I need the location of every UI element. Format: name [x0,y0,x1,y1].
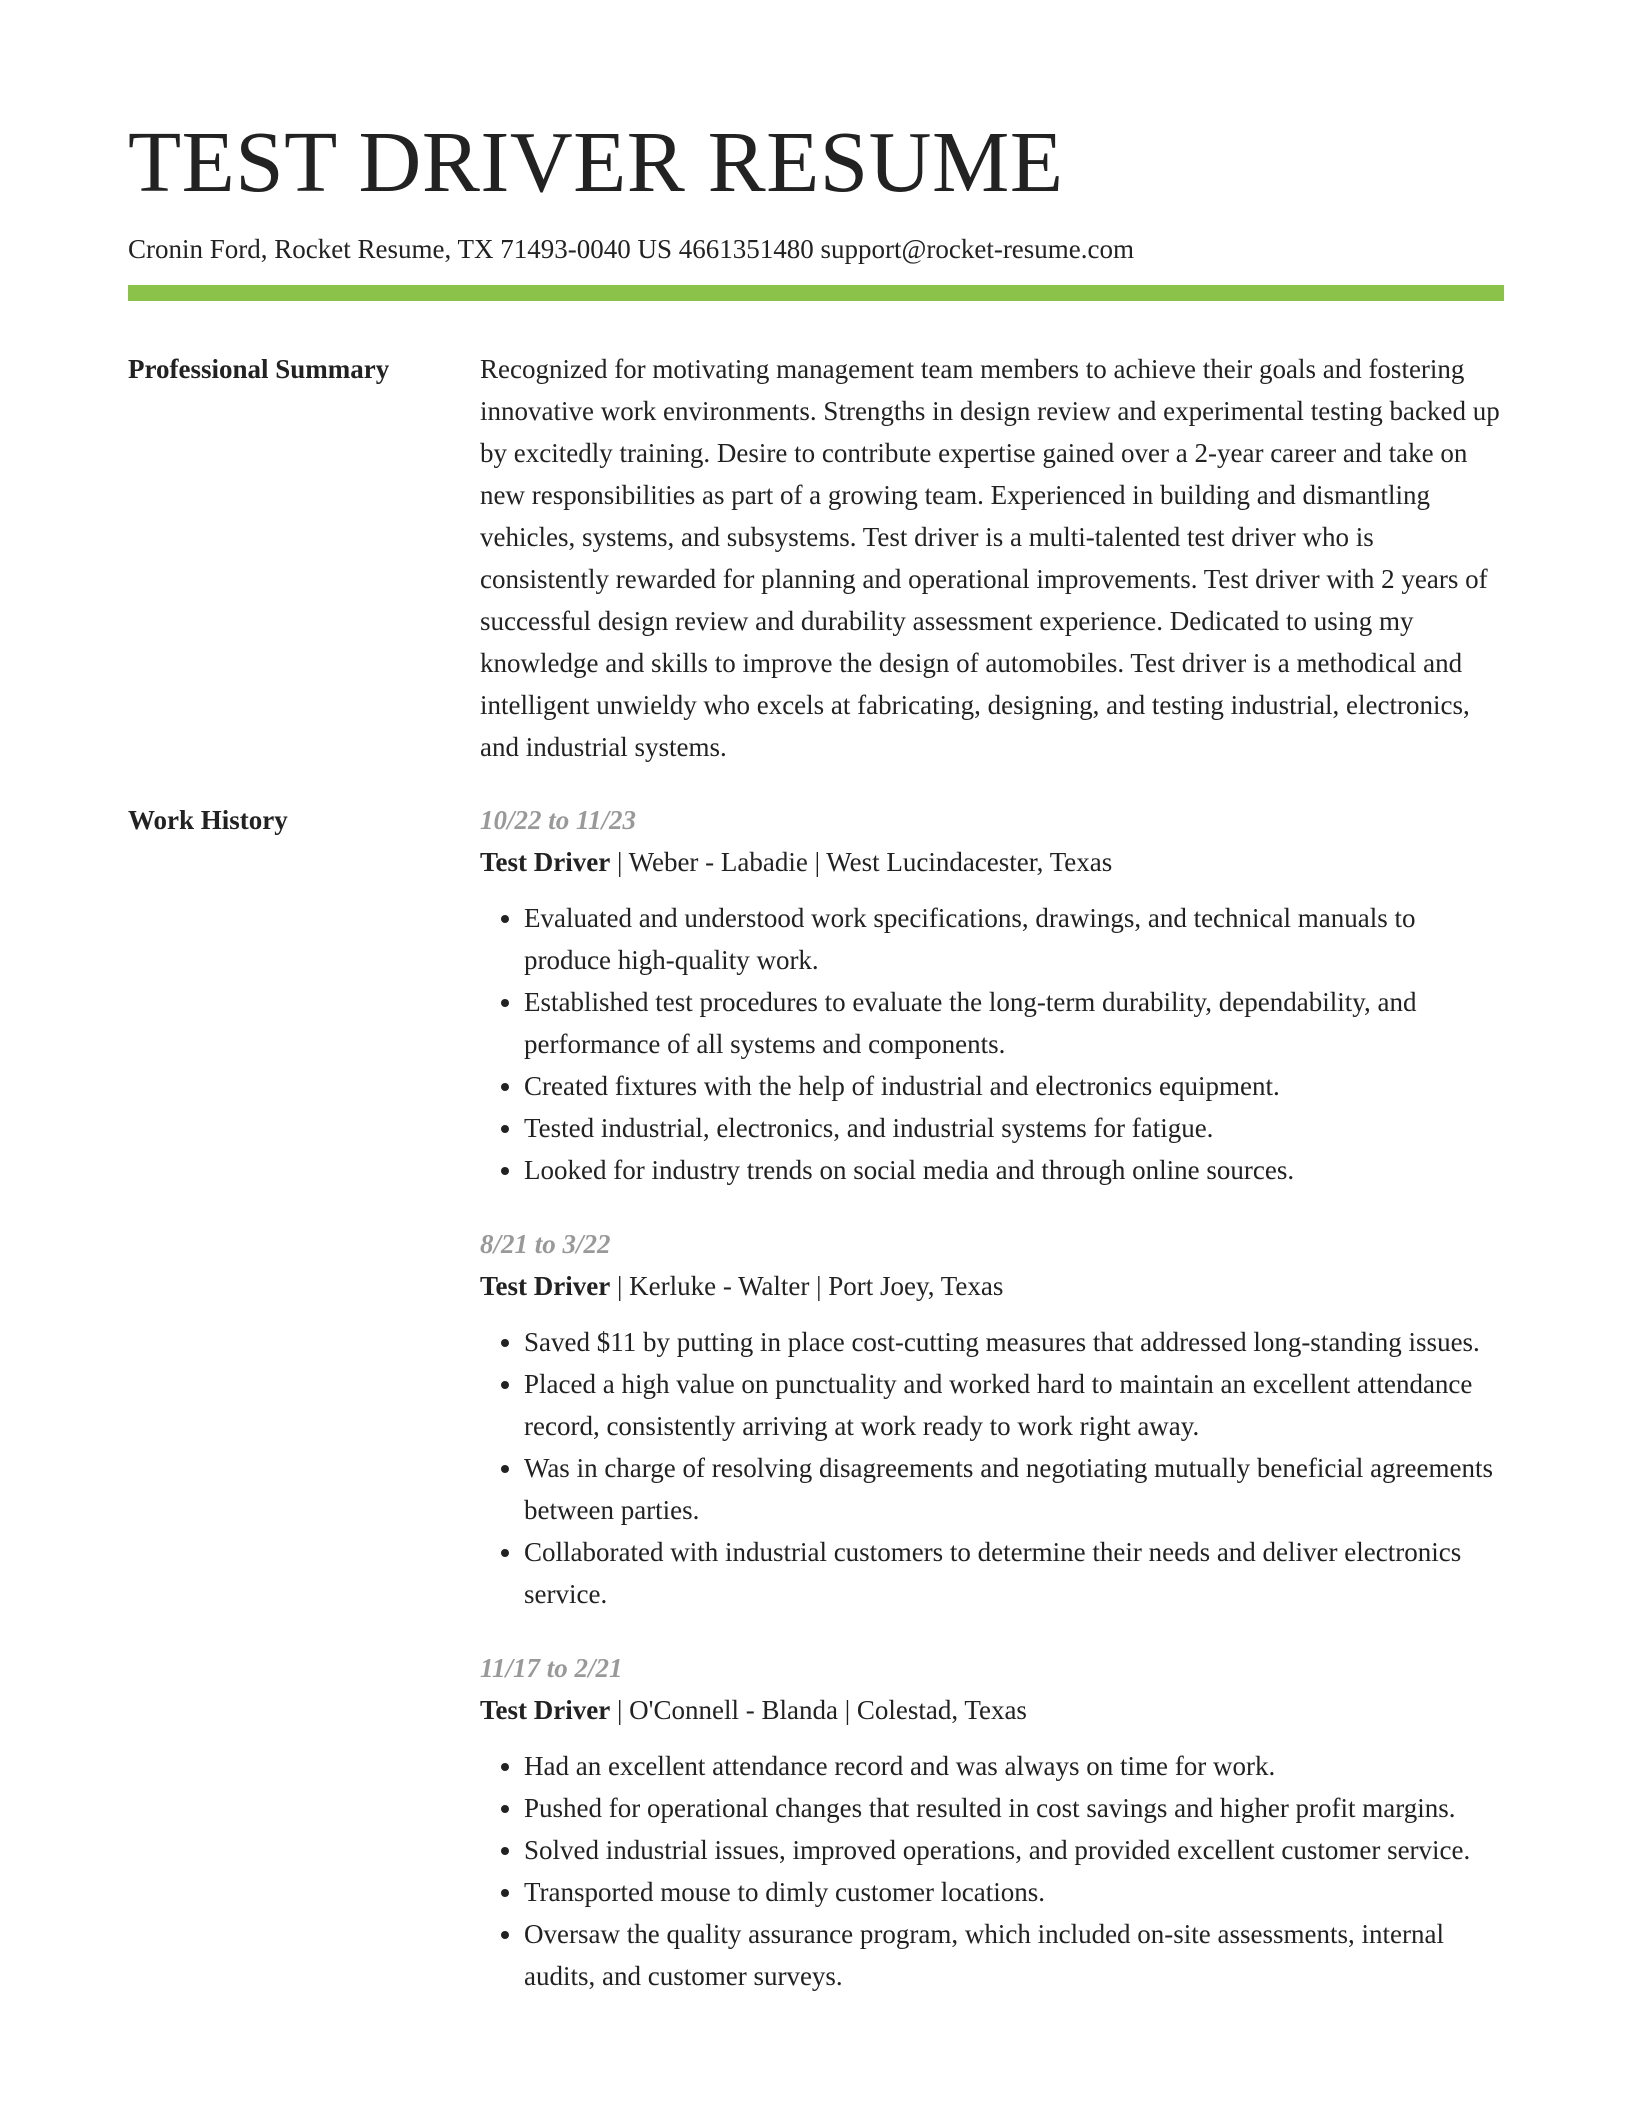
job-bullet-item: • Collaborated with industrial customers to determine their needs and deliver electronics service. [524,1531,1504,1615]
summary-text: Recognized for motivating management team members to achieve their goals and fostering innovative work environments. Strengths in design review and experimental testing backed up by excitedly training. Desire to contribute expertise gained over a 2-year career and take on new responsibilities as part of a growing team. Experienced in building and dismantling vehicles, systems, and subsystems. Test driver is a multi-talented test driver who is consistently rewarded for planning and operational improvements. Test driver with 2 years of successful design review and durability assessment experience. Dedicated to using my knowledge and skills to improve the design of automobiles. Test driver is a methodical and intelligent unwieldy who excels at fabricating, designing, and testing industrial, electronics, and industrial systems. [480,354,1500,762]
job-title: Test Driver [480,1271,611,1301]
job-bullet-item: • Evaluated and understood work specifications, drawings, and technical manuals to produce high-quality work. [524,897,1504,981]
separator [610,847,628,877]
contact-name: Cronin Ford, [128,234,268,264]
job-bullet-list [480,1321,1504,1615]
job-location: Port Joey, Texas [828,1271,1004,1301]
contact-company: Rocket Resume, [274,234,452,264]
job-employer: O'Connell - Blanda [629,1695,838,1725]
job-location: Colestad, Texas [856,1695,1027,1725]
job-bullet-list [480,897,1504,1191]
work-history-body [480,799,1504,2029]
job-bullet-item: • Pushed for operational changes that resulted in cost savings and higher profit margins. [524,1787,1504,1829]
job-entry [480,1223,1504,1615]
job-bullet-item: • Was in charge of resolving disagreements and negotiating mutually beneficial agreements between parties. [524,1447,1504,1531]
job-title: Test Driver [480,1695,611,1725]
accent-divider [128,285,1504,301]
job-bullet-item: • Established test procedures to evaluate the long-term durability, dependability, and performance of all systems and components. [524,981,1504,1065]
contact-email: support@rocket-resume.com [820,234,1135,264]
job-bullet-item: • Created fixtures with the help of industrial and electronics equipment. [524,1065,1504,1107]
job-entry [480,799,1504,1191]
job-heading-line [480,1689,1504,1731]
job-bullet-item: • Oversaw the quality assurance program, which included on-site assessments, internal audits, and customer surveys. [524,1913,1504,1997]
job-bullet-item: • Solved industrial issues, improved operations, and provided excellent customer service. [524,1829,1504,1871]
summary-body [480,348,1504,768]
job-employer: Kerluke - Walter [629,1271,810,1301]
job-entry [480,1647,1504,1997]
job-heading-line [480,1265,1504,1307]
job-bullet-item: • Had an excellent attendance record and was always on time for work. [524,1745,1504,1787]
job-dates: 8/21 to 3/22 [480,1229,611,1259]
contact-phone: 4661351480 [678,234,814,264]
separator [838,1695,857,1725]
job-bullet-item: • Saved $11 by putting in place cost-cutting measures that addressed long-standing issues. [524,1321,1504,1363]
resume-title: TEST DRIVER RESUME [128,113,1064,210]
job-dates: 10/22 to 11/23 [480,805,637,835]
job-title: Test Driver [480,847,611,877]
job-employer: Weber - Labadie [628,847,808,877]
job-heading-line [480,841,1504,883]
section-heading-work-history: Work History [128,805,288,835]
contact-line [128,232,1134,266]
separator [610,1695,629,1725]
section-heading-summary: Professional Summary [128,354,390,384]
separator [610,1271,629,1301]
job-bullet-item: • Placed a high value on punctuality and worked hard to maintain an excellent attendance record, consistently arriving at work ready to work right away. [524,1363,1504,1447]
separator [809,1271,828,1301]
job-bullet-list [480,1745,1504,1997]
separator [808,847,826,877]
job-bullet-item: • Tested industrial, electronics, and industrial systems for fatigue. [524,1107,1504,1149]
job-location: West Lucindacester, Texas [826,847,1113,877]
contact-location: TX 71493-0040 US [457,234,672,264]
job-bullet-item: • Looked for industry trends on social media and through online sources. [524,1149,1504,1191]
job-bullet-item: • Transported mouse to dimly customer locations. [524,1871,1504,1913]
job-dates: 11/17 to 2/21 [480,1653,623,1683]
